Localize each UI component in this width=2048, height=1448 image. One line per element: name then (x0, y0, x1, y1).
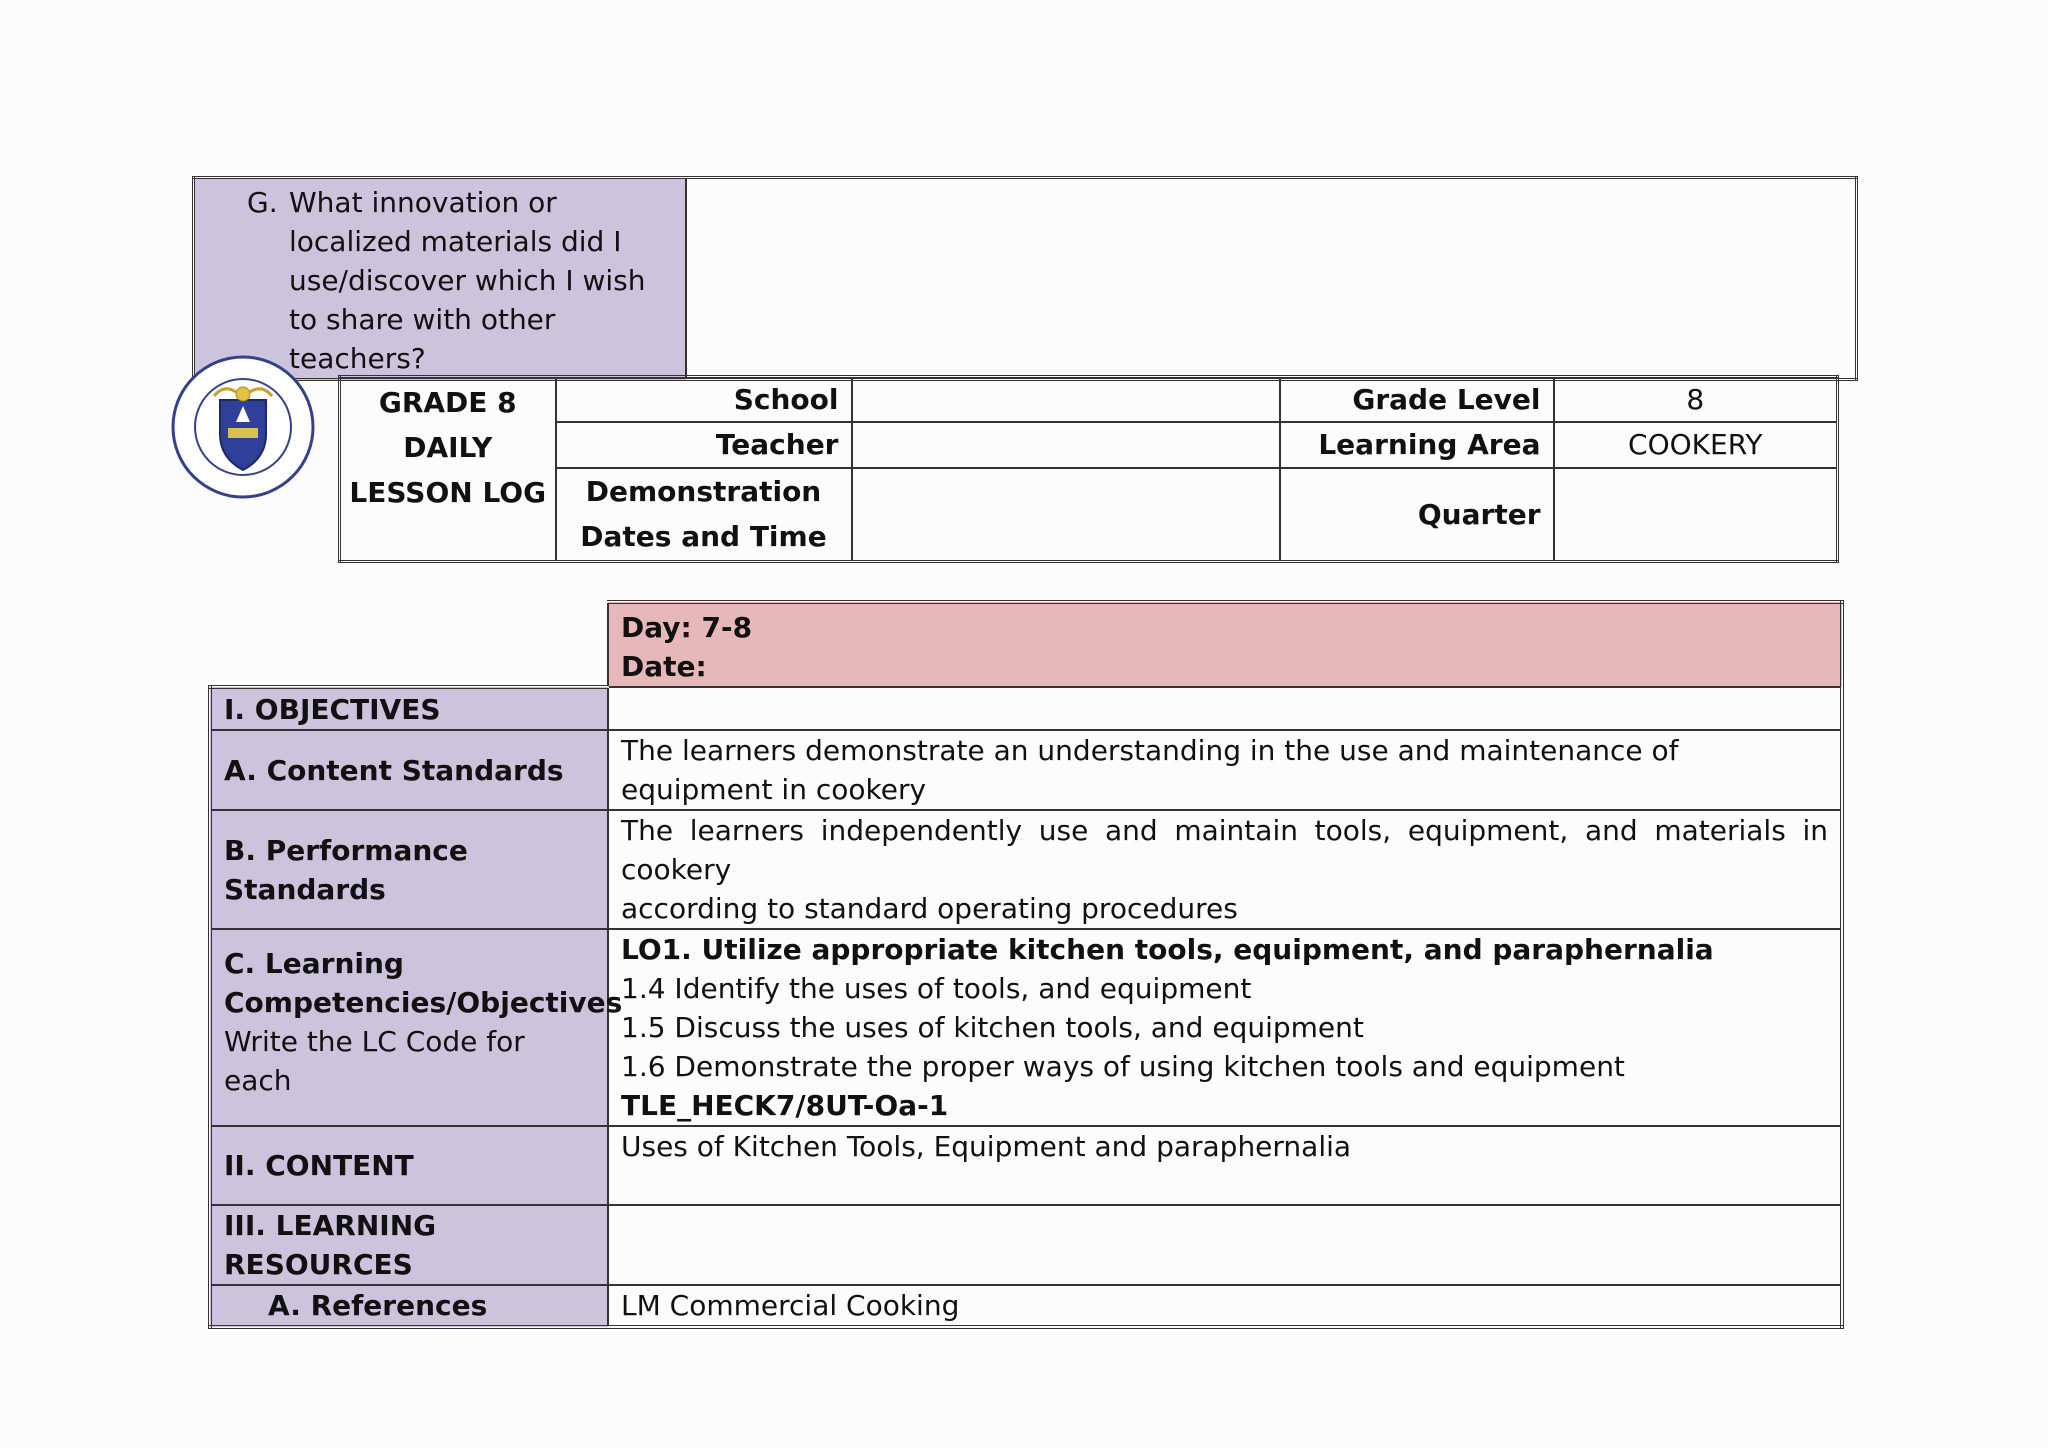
demonstration-label (556, 468, 852, 562)
teacher-field[interactable] (852, 422, 1280, 468)
day-date-header (608, 602, 1842, 687)
objectives-heading: I. OBJECTIVES (210, 687, 608, 730)
content-heading: II. CONTENT (210, 1126, 608, 1205)
school-label: School (556, 377, 852, 423)
objectives-value (608, 687, 1842, 730)
learning-resources-value (608, 1205, 1842, 1285)
date-label: Date: (621, 650, 707, 683)
reflection-g-label-cell (194, 178, 687, 380)
day-label: Day: 7-8 (621, 611, 753, 644)
grade-level-value[interactable]: 8 (1554, 377, 1838, 423)
grade-level-label: Grade Level (1280, 377, 1554, 423)
competencies-label-line2: Competencies/Objectives (224, 986, 623, 1019)
performance-standards-value (608, 810, 1842, 929)
quarter-value[interactable] (1554, 468, 1838, 562)
references-label: A. References (210, 1285, 608, 1327)
competency-item: 1.5 Discuss the uses of kitchen tools, and equipment (621, 1011, 1364, 1044)
demonstration-label-line2: Dates and Time (580, 520, 827, 554)
lc-code: TLE_HECK7/8UT-Oa-1 (621, 1089, 949, 1122)
demonstration-field[interactable] (852, 468, 1280, 562)
reflection-g-table (192, 176, 1858, 381)
teacher-label: Teacher (556, 422, 852, 468)
learning-area-value[interactable]: COOKERY (1554, 422, 1838, 468)
performance-standards-line1: The learners independently use and maintain tools, equipment, and materials in cookery (621, 814, 1828, 886)
reflection-g-question: What innovation or localized materials did I use/discover which I wish to share with other teachers? (289, 186, 646, 375)
school-field[interactable] (852, 377, 1280, 423)
content-standards-value: The learners demonstrate an understanding in the use and maintenance of equipment in cookery (608, 730, 1842, 810)
title-line-lesson-log: LESSON LOG (349, 476, 547, 509)
quarter-label: Quarter (1280, 468, 1554, 562)
demonstration-label-line1: Demonstration (585, 475, 822, 509)
lesson-plan-table (208, 600, 1844, 1329)
references-value: LM Commercial Cooking (608, 1285, 1842, 1327)
title-line-grade: GRADE 8 (378, 386, 517, 419)
reflection-g-letter: G. (247, 186, 278, 219)
competencies-label-line3: Write the LC Code for each (224, 1025, 525, 1097)
lo-title: LO1. Utilize appropriate kitchen tools, equipment, and paraphernalia (621, 933, 1714, 966)
competencies-label-line1: C. Learning (224, 947, 404, 980)
content-value: Uses of Kitchen Tools, Equipment and paraphernalia (608, 1126, 1842, 1205)
reflection-g-answer[interactable] (686, 178, 1857, 380)
title-line-daily: DAILY (403, 431, 493, 464)
competencies-value (608, 929, 1842, 1126)
performance-standards-line2: according to standard operating procedures (621, 892, 1238, 925)
learning-resources-heading: III. LEARNING RESOURCES (210, 1205, 608, 1285)
competency-item: 1.6 Demonstrate the proper ways of using kitchen tools and equipment (621, 1050, 1625, 1083)
learning-area-label: Learning Area (1280, 422, 1554, 468)
performance-standards-label: B. Performance Standards (210, 810, 608, 929)
competencies-label (210, 929, 623, 1126)
content-standards-label: A. Content Standards (210, 730, 608, 810)
lesson-log-header-table (338, 375, 1839, 563)
corner-blank (210, 602, 608, 687)
competency-item: 1.4 Identify the uses of tools, and equipment (621, 972, 1252, 1005)
deped-seal-logo (170, 354, 316, 500)
lesson-log-title (340, 377, 556, 562)
